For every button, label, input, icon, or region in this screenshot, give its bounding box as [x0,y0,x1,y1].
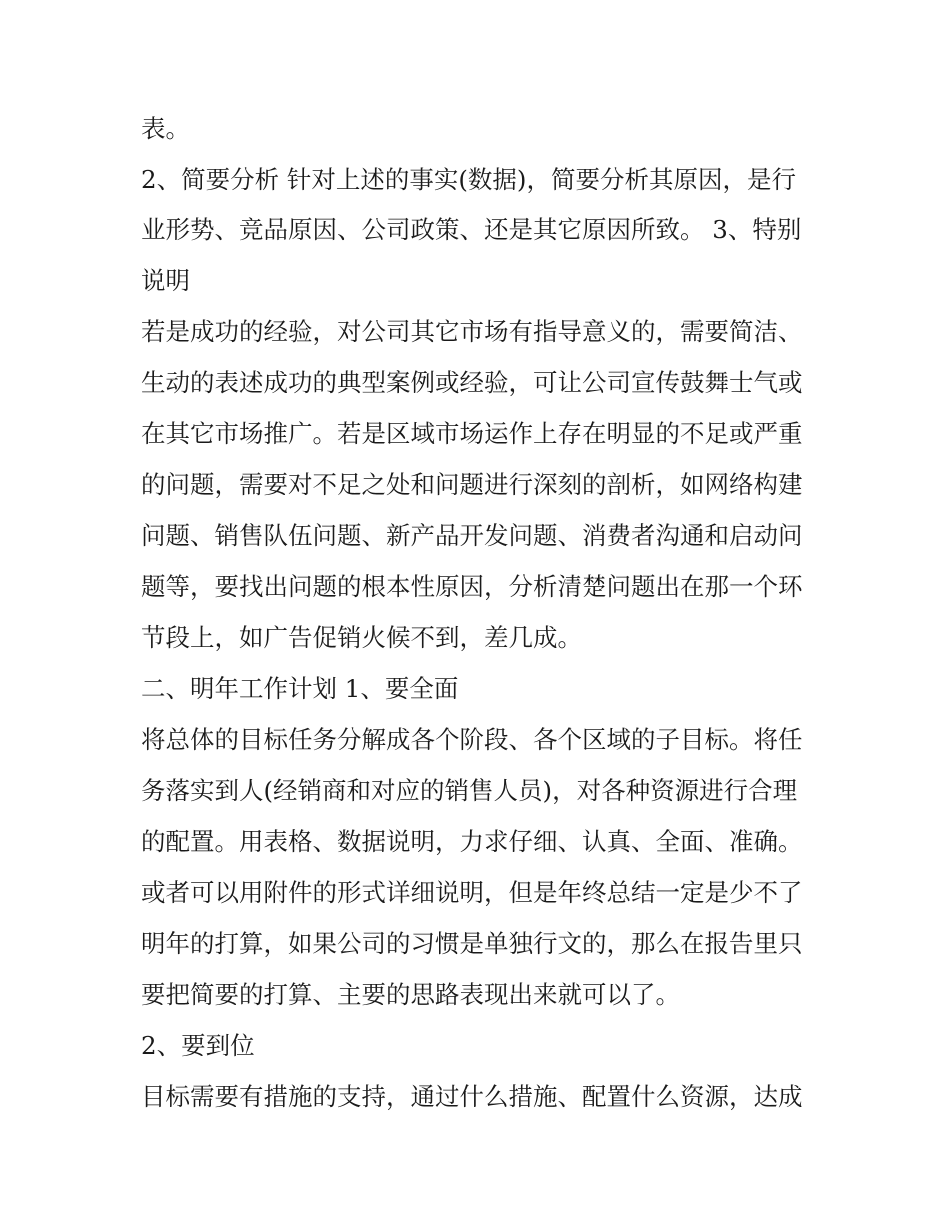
text-line-5: 若是成功的经验，对公司其它市场有指导意义的，需要简洁、 [141,317,803,346]
text-line-10: 题等，要找出问题的根本性原因，分析清楚问题出在那一个环 [141,572,803,601]
text-line-20: 目标需要有措施的支持，通过什么措施、配置什么资源，达成 [141,1082,803,1111]
text-line-17: 明年的打算，如果公司的习惯是单独行文的，那么在报告里只 [141,929,803,958]
text-line-15: 的配置。用表格、数据说明，力求仔细、认真、全面、准确。 [141,827,803,856]
text-line-4: 说明 [141,266,190,295]
text-line-8: 的问题，需要对不足之处和问题进行深刻的剖析，如网络构建 [141,470,803,499]
text-line-7: 在其它市场推广。若是区域市场运作上存在明显的不足或严重 [141,419,803,448]
text-line-16: 或者可以用附件的形式详细说明，但是年终总结一定是少不了 [141,878,803,907]
text-line-18: 要把简要的打算、主要的思路表现出来就可以了。 [141,980,680,1009]
text-line-9: 问题、销售队伍问题、新产品开发问题、消费者沟通和启动问 [141,521,803,550]
subsection-heading: 2、要到位 [141,1031,255,1060]
section-heading: 二、明年工作计划 1、要全面 [141,674,459,703]
text-line-13: 将总体的目标任务分解成各个阶段、各个区域的子目标。将任 [141,725,803,754]
text-line-14: 务落实到人(经销商和对应的销售人员)，对各种资源进行合理 [141,776,798,805]
text-line-11: 节段上，如广告促销火候不到，差几成。 [141,623,582,652]
text-line-2: 2、简要分析 针对上述的事实(数据)，简要分析其原因，是行 [141,165,796,194]
text-line-6: 生动的表述成功的典型案例或经验，可让公司宣传鼓舞士气或 [141,368,803,397]
text-line-1: 表。 [141,114,190,143]
text-line-3: 业形势、竞品原因、公司政策、还是其它原因所致。 3、特别 [141,215,802,244]
